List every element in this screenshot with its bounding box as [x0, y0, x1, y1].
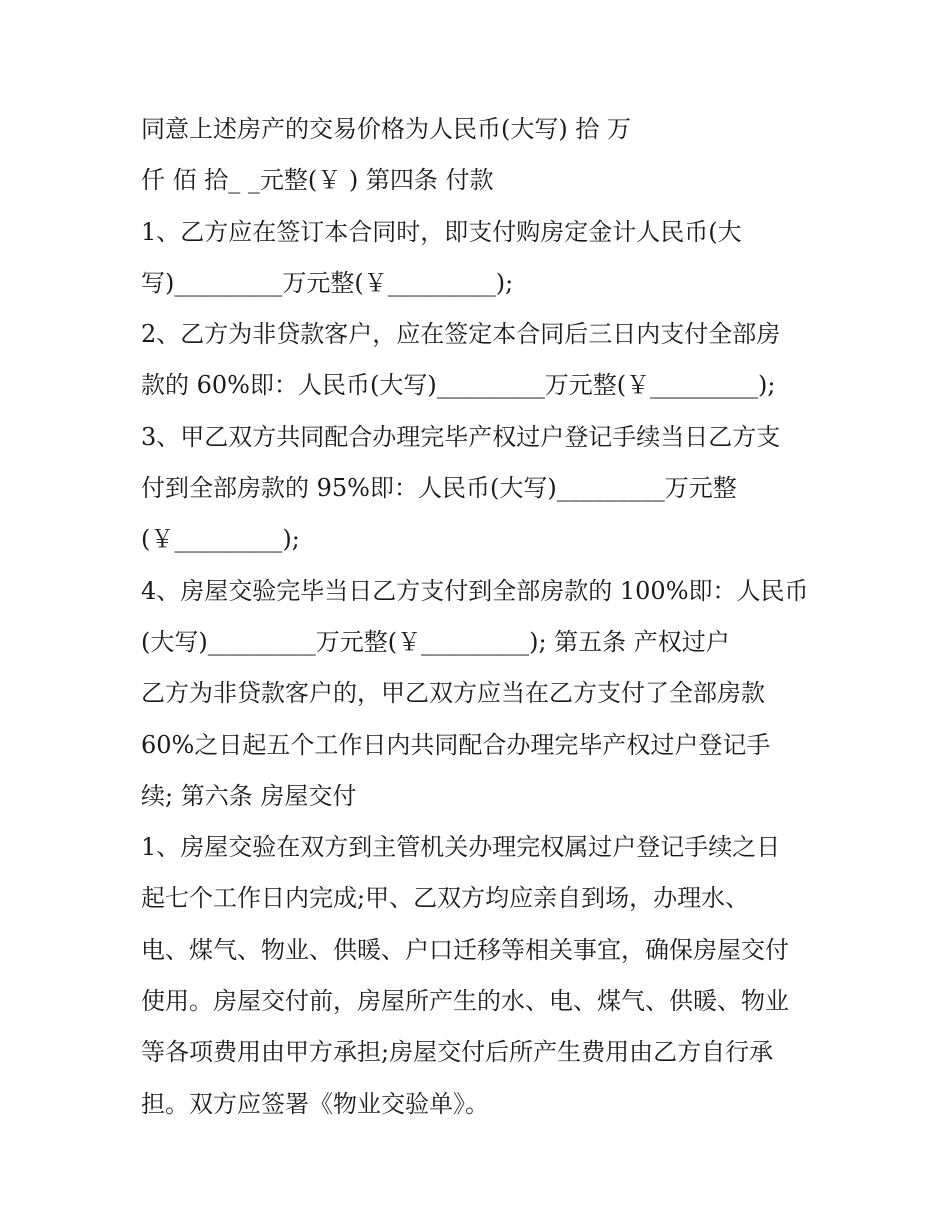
text-line: 1、房屋交验在双方到主管机关办理完权属过户登记手续之日	[141, 833, 781, 862]
text-line: 续; 第六条 房屋交付	[141, 781, 357, 810]
text-line: 同意上述房产的交易价格为人民币(大写) 拾 万	[141, 115, 631, 143]
text-line: 3、甲乙双方共同配合办理完毕产权过户登记手续当日乙方支	[141, 422, 781, 451]
text-line: 担。双方应签署《物业交验单》。	[141, 1089, 489, 1118]
text-line: 2、乙方为非贷款客户，应在签定本合同后三日内支付全部房	[141, 320, 781, 349]
text-line: 起七个工作日内完成;甲、乙双方均应亲自到场，办理水、	[141, 884, 750, 913]
text-line: 款的 60%即：人民币(大写)_________万元整(￥_________);	[141, 371, 776, 400]
text-line: 付到全部房款的 95%即：人民币(大写)_________万元整	[141, 474, 737, 503]
text-line: 4、房屋交验完毕当日乙方支付到全部房款的 100%即：人民币	[141, 576, 809, 605]
contract-text	[141, 104, 831, 1130]
text-line: 写)_________万元整(￥_________);	[141, 268, 514, 297]
text-line: 等各项费用由甲方承担;房屋交付后所产生费用由乙方自行承	[141, 1038, 774, 1067]
text-line: 1、乙方应在签订本合同时，即支付购房定金计人民币(大	[141, 217, 742, 246]
text-line: 使用。房屋交付前，房屋所产生的水、电、煤气、供暖、物业	[141, 987, 789, 1016]
text-line: (大写)_________万元整(￥_________); 第五条 产权过户	[141, 627, 730, 656]
text-line: 乙方为非贷款客户的，甲乙双方应当在乙方支付了全部房款	[141, 679, 765, 708]
text-line: (￥_________);	[141, 525, 300, 554]
text-line: 电、煤气、物业、供暖、户口迁移等相关事宜，确保房屋交付	[141, 935, 789, 964]
text-line: 仟 佰 拾_ _元整(￥ ) 第四条 付款	[141, 166, 494, 195]
text-line: 60%之日起五个工作日内共同配合办理完毕产权过户登记手	[141, 730, 771, 759]
